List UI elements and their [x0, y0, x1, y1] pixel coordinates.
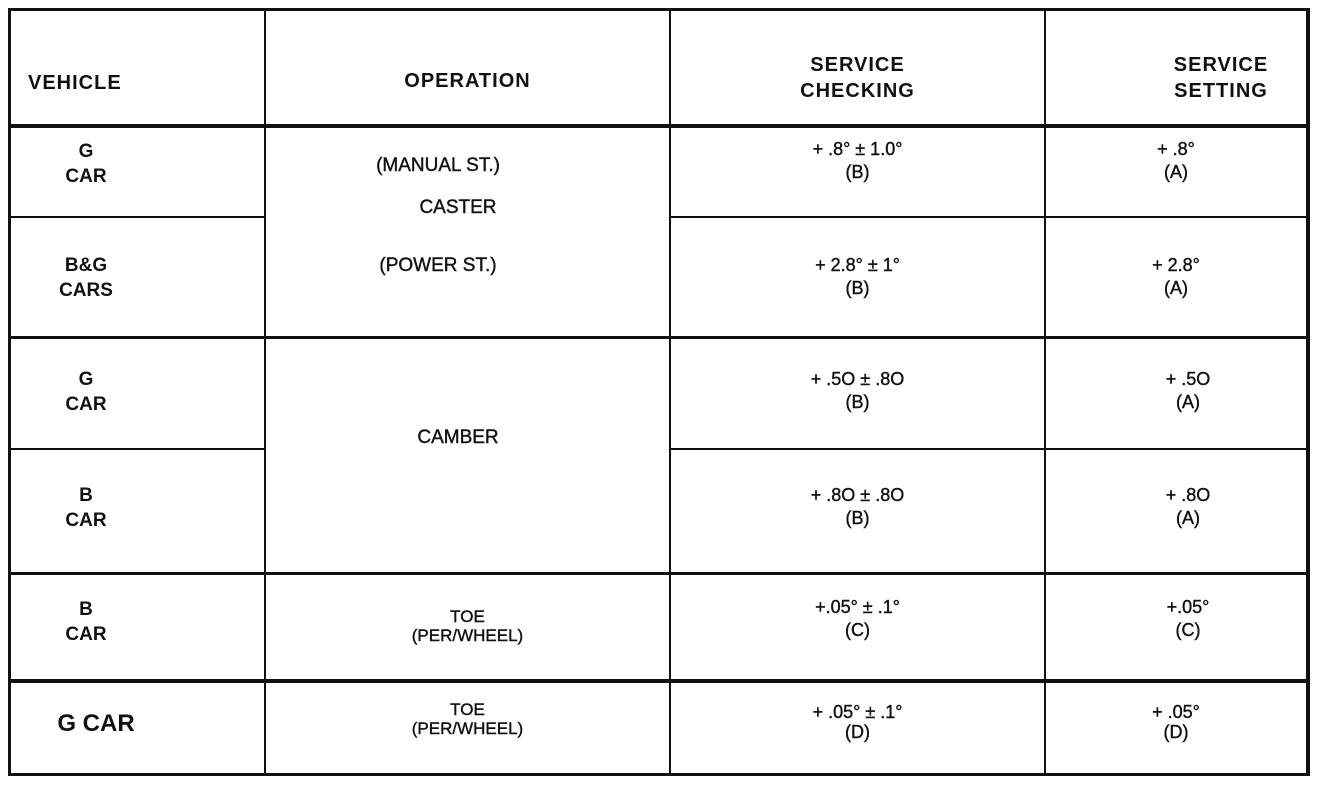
service-checking-cell: + .8O ± .8O (B): [810, 485, 905, 529]
header-operation: OPERATION: [404, 70, 531, 92]
operation-toe: TOE (PER/WHEEL): [411, 700, 524, 738]
section-divider: [8, 679, 1310, 683]
row-divider: [8, 448, 264, 450]
alignment-spec-table: [8, 8, 1310, 776]
operation-camber: CAMBER: [417, 427, 499, 448]
row-divider: [8, 216, 264, 218]
row-divider: [669, 216, 1310, 218]
vehicle-cell: B CAR: [65, 599, 107, 645]
service-setting-cell: +.05° (C): [1166, 597, 1210, 641]
column-divider: [1044, 8, 1046, 776]
row-divider: [669, 448, 1310, 450]
service-checking-cell: + 2.8° ± 1° (B): [815, 255, 900, 299]
operation-manual-steering: (MANUAL ST.): [376, 155, 500, 176]
service-checking-cell: + .05° ± .1° (D): [812, 702, 903, 742]
vehicle-cell: G CAR: [65, 369, 107, 415]
operation-caster: CASTER: [419, 197, 497, 218]
vehicle-cell: G CAR: [57, 710, 135, 737]
service-checking-cell: +.05° ± .1° (C): [815, 597, 900, 641]
section-divider: [8, 336, 1310, 339]
service-setting-cell: + .05° (D): [1152, 702, 1200, 742]
service-setting-cell: + .8° (A): [1157, 139, 1195, 183]
operation-power-steering: (POWER ST.): [379, 255, 497, 276]
table-border-bottom: [8, 773, 1310, 776]
header-service-setting: SERVICE SETTING: [1173, 54, 1269, 102]
operation-toe: TOE (PER/WHEEL): [411, 607, 524, 645]
header-service-checking: SERVICE CHECKING: [800, 54, 915, 102]
vehicle-cell: B&G CARS: [59, 255, 113, 301]
column-divider: [264, 8, 266, 776]
table-border-top: [8, 8, 1310, 11]
table-border-right: [1306, 8, 1310, 776]
vehicle-cell: B CAR: [65, 485, 107, 531]
service-setting-cell: + 2.8° (A): [1152, 255, 1200, 299]
section-divider: [8, 572, 1310, 575]
service-checking-cell: + .8° ± 1.0° (B): [812, 139, 903, 183]
header-divider: [8, 124, 1310, 128]
vehicle-cell: G CAR: [65, 141, 107, 187]
service-setting-cell: + .5O (A): [1165, 369, 1211, 413]
header-vehicle: VEHICLE: [28, 72, 122, 94]
service-checking-cell: + .5O ± .8O (B): [810, 369, 905, 413]
service-setting-cell: + .8O (A): [1165, 485, 1211, 529]
